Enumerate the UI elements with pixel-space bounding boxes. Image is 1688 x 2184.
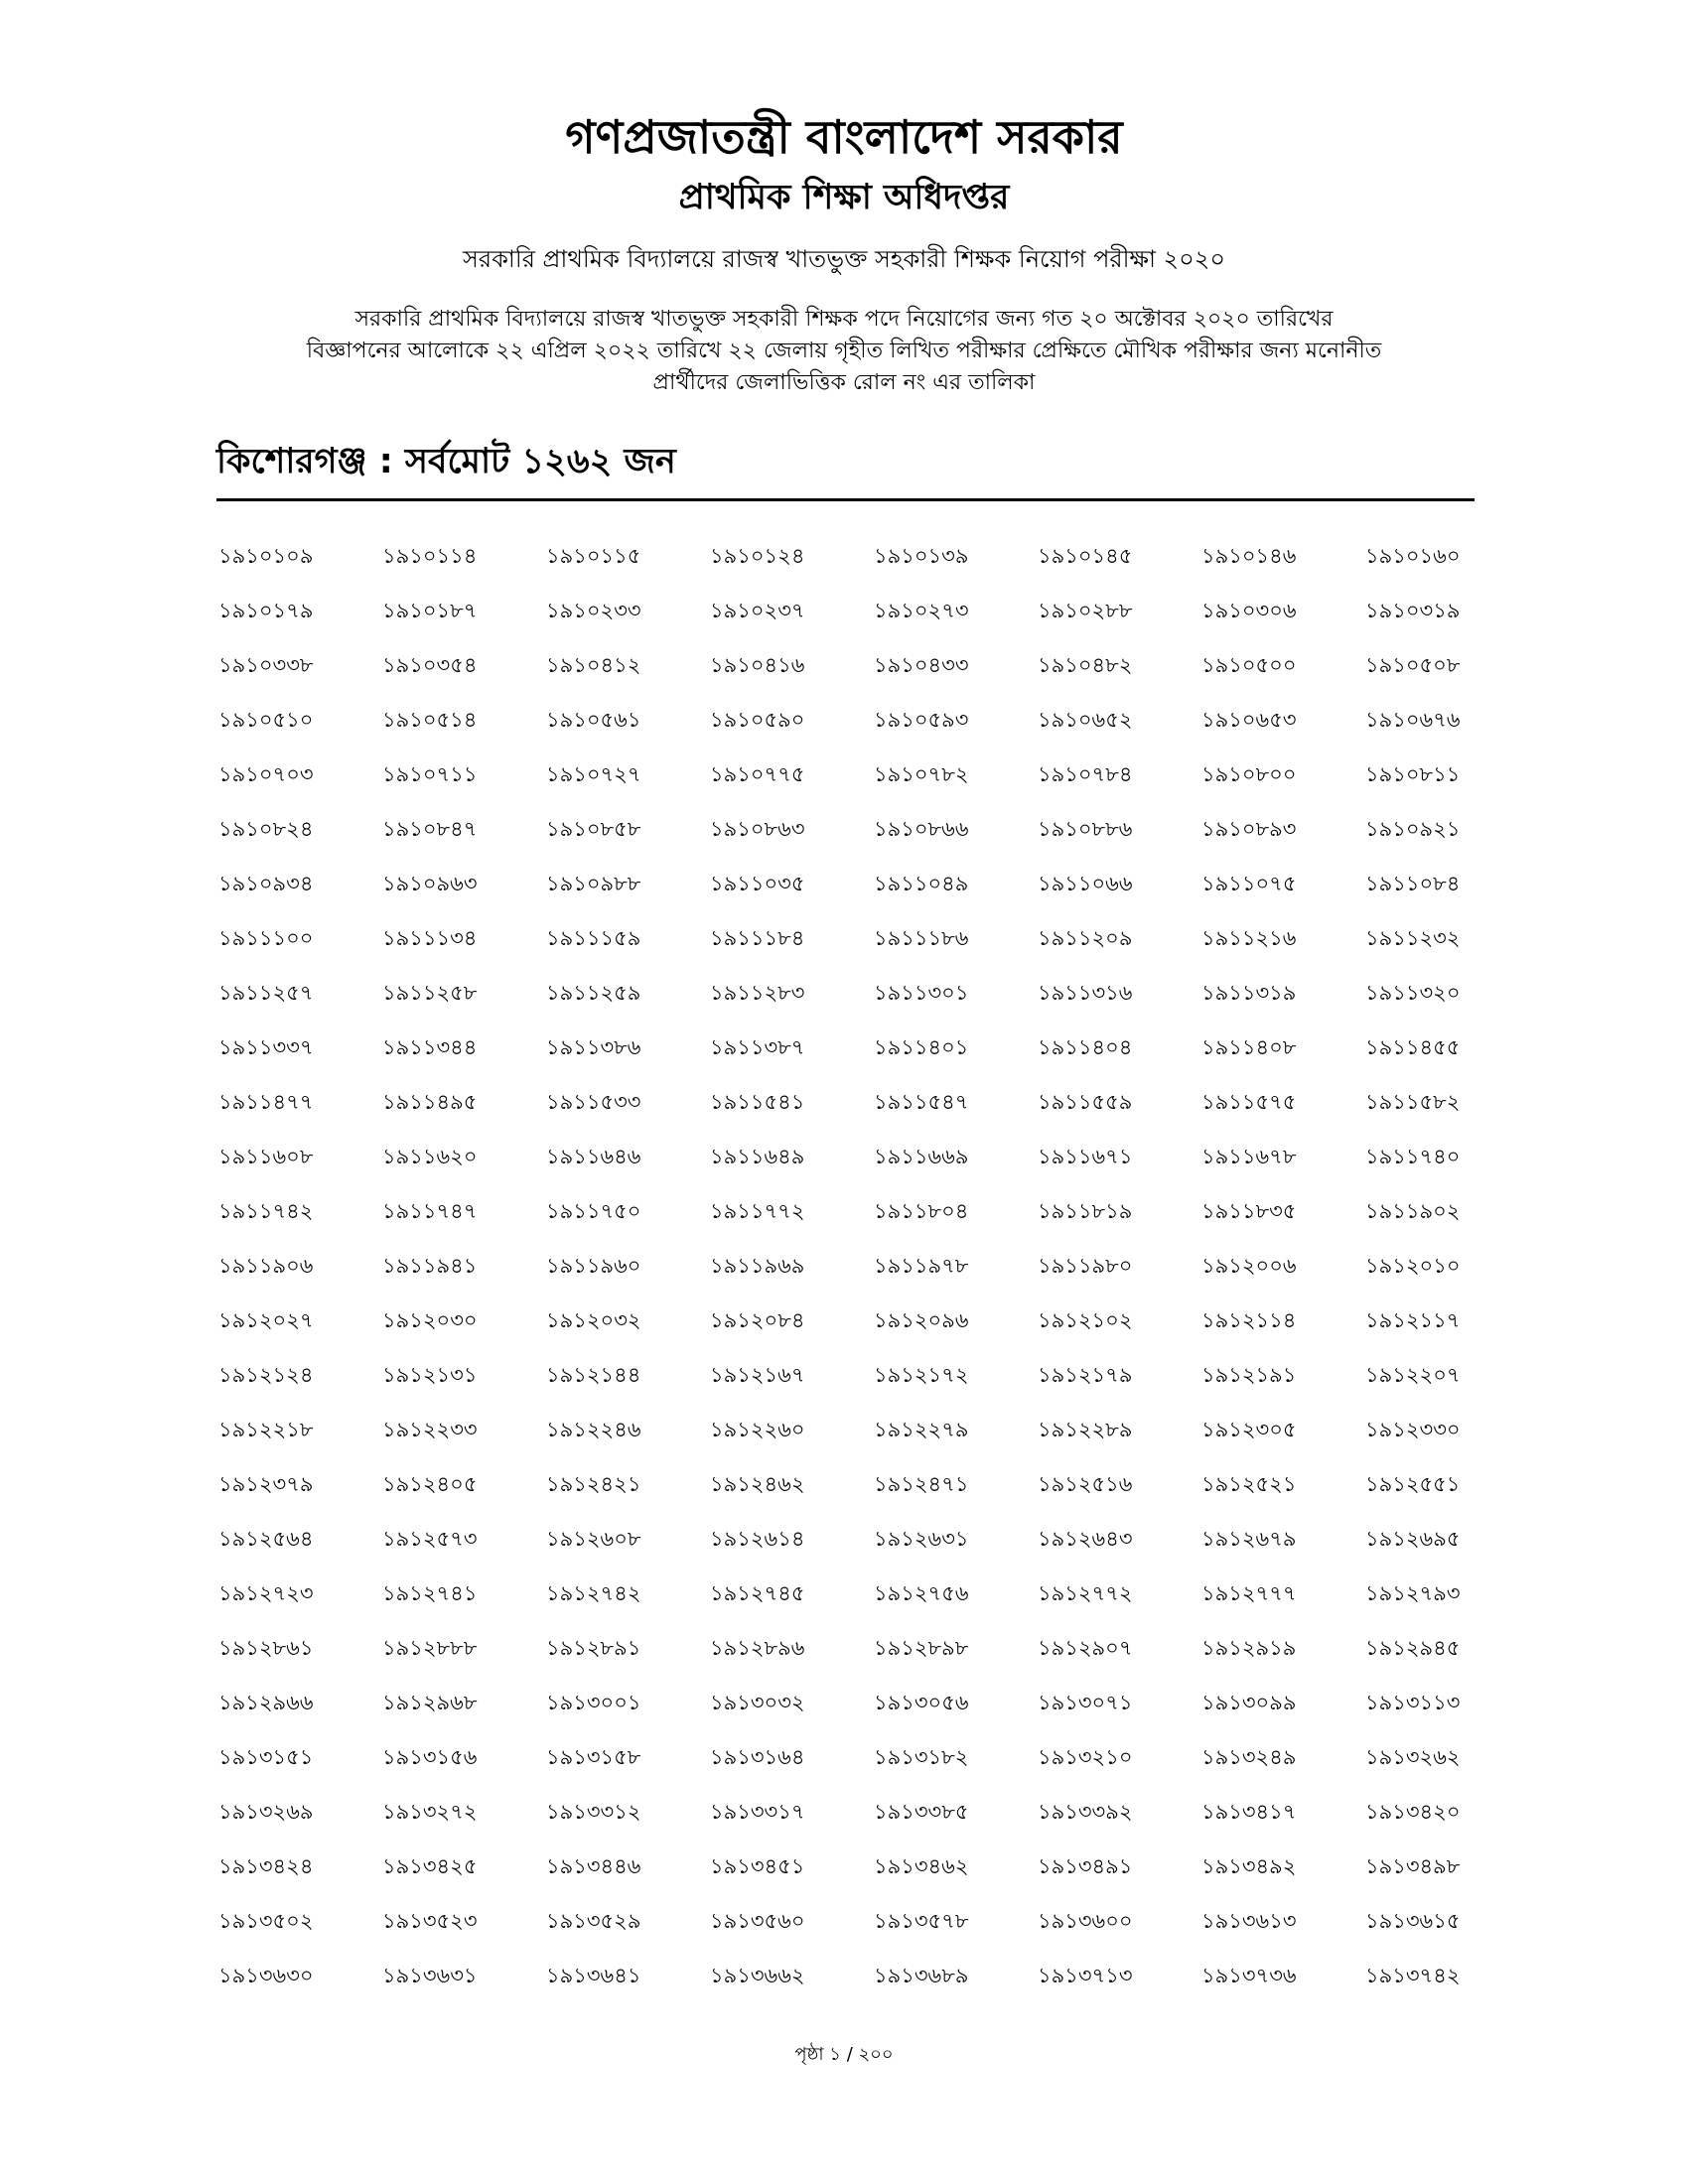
roll-number: ১৯১২৬৯৫ xyxy=(1365,1527,1461,1551)
roll-number: ১৯১২২১৮ xyxy=(218,1418,314,1441)
roll-number: ১৯১২০৩০ xyxy=(382,1308,478,1332)
roll-number: ১৯১০৬৭৬ xyxy=(1365,708,1461,732)
roll-number: ১৯১১৩০১ xyxy=(874,981,969,1005)
roll-number: ১৯১১৫৫৯ xyxy=(1038,1090,1133,1114)
roll-number: ১৯১২০২৭ xyxy=(218,1308,314,1332)
roll-number: ১৯১১৯৬০ xyxy=(546,1254,641,1278)
roll-number: ১৯১২৯৬৮ xyxy=(382,1691,478,1714)
roll-number: ১৯১০৪১২ xyxy=(546,653,641,677)
roll-number: ১৯১৩০৩২ xyxy=(710,1691,805,1714)
roll-number: ১৯১০১৮৭ xyxy=(382,599,478,622)
roll-number: ১৯১১৪০১ xyxy=(874,1035,969,1059)
roll-number: ১৯১১৯৪১ xyxy=(382,1254,478,1278)
notice-line: সরকারি প্রাথমিক বিদ্যালয়ে রাজস্ব খাতভুক্ত সহকারী শিক্ষক পদে নিয়োগের জন্য গত ২০ অক্টোবর ২০২০ তারিখের xyxy=(354,307,1334,332)
roll-number: ১৯১২৭৫৬ xyxy=(874,1581,969,1605)
roll-number: ১৯১০৫০৮ xyxy=(1365,653,1461,677)
roll-number: ১৯১০২৮৮ xyxy=(1038,599,1133,622)
roll-number: ১৯১১৭৫০ xyxy=(546,1199,641,1223)
roll-number: ১৯১৩৫৭৮ xyxy=(874,1909,969,1933)
heading-divider xyxy=(216,498,1475,501)
roll-number: ১৯১১০৬৬ xyxy=(1038,872,1133,895)
roll-number: ১৯১১৪০৪ xyxy=(1038,1035,1133,1059)
roll-number: ১৯১১৬৭৮ xyxy=(1201,1145,1297,1168)
roll-number: ১৯১০৭০৩ xyxy=(218,762,314,786)
roll-number: ১৯১০৩৩৮ xyxy=(218,653,314,677)
roll-number: ১৯১৩৬০০ xyxy=(1038,1909,1133,1933)
roll-number: ১৯১১৬৭১ xyxy=(1038,1145,1133,1168)
roll-number: ১৯১১৮০৪ xyxy=(874,1199,969,1223)
roll-number: ১৯১০৮৬৩ xyxy=(710,817,805,841)
roll-number: ১৯১০৯২১ xyxy=(1365,817,1461,841)
notice-paragraph xyxy=(199,304,1489,399)
roll-number: ১৯১২৮৬১ xyxy=(218,1636,314,1660)
roll-number: ১৯১২১১৪ xyxy=(1201,1308,1297,1332)
roll-number: ১৯১৩২৬২ xyxy=(1365,1745,1461,1769)
roll-number: ১৯১৩৬১৫ xyxy=(1365,1909,1461,1933)
roll-number: ১৯১০৫৬১ xyxy=(546,708,641,732)
roll-number: ১৯১২১২৪ xyxy=(218,1363,314,1387)
roll-number: ১৯১১১০০ xyxy=(218,926,314,950)
roll-number: ১৯১০৫১০ xyxy=(218,708,314,732)
government-title: গণপ্রজাতন্ত্রী বাংলাদেশ সরকার xyxy=(565,110,1123,164)
roll-number: ১৯১০৮০০ xyxy=(1201,762,1297,786)
roll-number: ১৯১১৩১৯ xyxy=(1201,981,1297,1005)
roll-number: ১৯১১৮৩৫ xyxy=(1201,1199,1297,1223)
roll-number: ১৯১৩৩১২ xyxy=(546,1800,641,1824)
roll-number: ১৯১৩৭৪২ xyxy=(1365,1964,1461,1987)
roll-number: ১৯১১৭৭২ xyxy=(710,1199,805,1223)
roll-number: ১৯১১৬৪৬ xyxy=(546,1145,641,1168)
roll-number: ১৯১০১৪৬ xyxy=(1201,544,1297,568)
roll-number: ১৯১০৬৫৩ xyxy=(1201,708,1297,732)
roll-number: ১৯১২০১০ xyxy=(1365,1254,1461,1278)
roll-number: ১৯১২৫৬৪ xyxy=(218,1527,314,1551)
roll-number: ১৯১১২৮৩ xyxy=(710,981,805,1005)
roll-number: ১৯১১৯৬৯ xyxy=(710,1254,805,1278)
roll-number: ১৯১১৫৩৩ xyxy=(546,1090,641,1114)
roll-number: ১৯১২৮৮৮ xyxy=(382,1636,478,1660)
roll-number: ১৯১১৭৪৭ xyxy=(382,1199,478,1223)
roll-number: ১৯১২২৩৩ xyxy=(382,1418,478,1441)
roll-number: ১৯১৩৬৮৯ xyxy=(874,1964,969,1987)
roll-number: ১৯১০৯৬৩ xyxy=(382,872,478,895)
roll-number: ১৯১৩১৫১ xyxy=(218,1745,314,1769)
roll-number: ১৯১০৪৩৩ xyxy=(874,653,969,677)
roll-number: ১৯১২৮৯৬ xyxy=(710,1636,805,1660)
roll-number: ১৯১১৮১৯ xyxy=(1038,1199,1133,1223)
roll-number: ১৯১৩৬৩১ xyxy=(382,1964,478,1987)
roll-number: ১৯১০৭২৭ xyxy=(546,762,641,786)
roll-number: ১৯১৩৪৯৮ xyxy=(1365,1854,1461,1878)
roll-number: ১৯১৩০৫৬ xyxy=(874,1691,969,1714)
roll-number: ১৯১১২০৯ xyxy=(1038,926,1133,950)
roll-number: ১৯১০৮১১ xyxy=(1365,762,1461,786)
roll-number: ১৯১১৩৪৪ xyxy=(382,1035,478,1059)
roll-number: ১৯১১৩৩৭ xyxy=(218,1035,314,1059)
roll-number: ১৯১১৯৮০ xyxy=(1038,1254,1133,1278)
roll-number: ১৯১৩৩১৭ xyxy=(710,1800,805,1824)
roll-number: ১৯১০৮৪৭ xyxy=(382,817,478,841)
roll-number: ১৯১৩৭৩৬ xyxy=(1201,1964,1297,1987)
roll-number: ১৯১২৮৯৮ xyxy=(874,1636,969,1660)
roll-number: ১৯১২২৭৯ xyxy=(874,1418,969,1441)
roll-number: ১৯১২৬৭৯ xyxy=(1201,1527,1297,1551)
roll-number: ১৯১৩১৫৮ xyxy=(546,1745,641,1769)
roll-number: ১৯১১৬০৮ xyxy=(218,1145,314,1168)
roll-number: ১৯১৩৪২০ xyxy=(1365,1800,1461,1824)
roll-number: ১৯১২৪০৫ xyxy=(382,1472,478,1496)
roll-number: ১৯১০৯৩৪ xyxy=(218,872,314,895)
roll-number: ১৯১২৫১৬ xyxy=(1038,1472,1133,1496)
roll-number: ১৯১২৭৭২ xyxy=(1038,1581,1133,1605)
roll-number: ১৯১০৪৮২ xyxy=(1038,653,1133,677)
roll-number: ১৯১১৭৪২ xyxy=(218,1199,314,1223)
roll-number: ১৯১০১৩৯ xyxy=(874,544,969,568)
roll-number: ১৯১৩১৫৬ xyxy=(382,1745,478,1769)
notice-line: বিজ্ঞাপনের আলোকে ২২ এপ্রিল ২০২২ তারিখে ২২ জেলায় গৃহীত লিখিত পরীক্ষার প্রেক্ষিতে মৌখিক পরীক্ষার জন্য মনোনীত xyxy=(306,339,1382,363)
roll-number: ১৯১৩৫০২ xyxy=(218,1909,314,1933)
roll-number: ১৯১২৭৪১ xyxy=(382,1581,478,1605)
roll-number: ১৯১২৮৯১ xyxy=(546,1636,641,1660)
roll-number: ১৯১৩০৭১ xyxy=(1038,1691,1133,1714)
roll-number: ১৯১১২৫৯ xyxy=(546,981,641,1005)
roll-number: ১৯১৩২৬৯ xyxy=(218,1800,314,1824)
roll-number: ১৯১২৫২১ xyxy=(1201,1472,1297,1496)
roll-number: ১৯১২২৬০ xyxy=(710,1418,805,1441)
roll-number: ১৯১০৩০৬ xyxy=(1201,599,1297,622)
roll-number: ১৯১৩৪৪৬ xyxy=(546,1854,641,1878)
roll-number: ১৯১২১৬৭ xyxy=(710,1363,805,1387)
roll-number: ১৯১৩৩৯২ xyxy=(1038,1800,1133,1824)
roll-number: ১৯১২৭৪২ xyxy=(546,1581,641,1605)
roll-number: ১৯১১৪৫৫ xyxy=(1365,1035,1461,1059)
roll-number: ১৯১২৯০৭ xyxy=(1038,1636,1133,1660)
roll-number: ১৯১২০০৬ xyxy=(1201,1254,1297,1278)
roll-number: ১৯১৩০৯৯ xyxy=(1201,1691,1297,1714)
roll-number: ১৯১৩৩৮৫ xyxy=(874,1800,969,1824)
roll-number: ১৯১২৭৯৩ xyxy=(1365,1581,1461,1605)
roll-number: ১৯১৩২৪৯ xyxy=(1201,1745,1297,1769)
roll-number: ১৯১২০৮৪ xyxy=(710,1308,805,1332)
roll-number: ১৯১২১৯১ xyxy=(1201,1363,1297,1387)
roll-number: ১৯১০২৩৩ xyxy=(546,599,641,622)
roll-number: ১৯১১৩১৬ xyxy=(1038,981,1133,1005)
roll-number: ১৯১৩৬১৩ xyxy=(1201,1909,1297,1933)
roll-number: ১৯১২৬০৮ xyxy=(546,1527,641,1551)
roll-number: ১৯১১২১৬ xyxy=(1201,926,1297,950)
roll-number: ১৯১০৮৬৬ xyxy=(874,817,969,841)
roll-number: ১৯১১৫৮২ xyxy=(1365,1090,1461,1114)
roll-number: ১৯১৩৬৬২ xyxy=(710,1964,805,1987)
page-number: পৃষ্ঠা ১ / ২০০ xyxy=(794,2044,894,2065)
roll-number: ১৯১১৫৭৫ xyxy=(1201,1090,1297,1114)
roll-number: ১৯১২৯৬৬ xyxy=(218,1691,314,1714)
roll-number: ১৯১১৫৪১ xyxy=(710,1090,805,1114)
roll-number: ১৯১০১১৫ xyxy=(546,544,641,568)
roll-number: ১৯১৩৭১৩ xyxy=(1038,1964,1133,1987)
roll-number: ১৯১০৬৫২ xyxy=(1038,708,1133,732)
roll-number: ১৯১৩১৮২ xyxy=(874,1745,969,1769)
roll-number: ১৯১২০৯৬ xyxy=(874,1308,969,1332)
roll-number: ১৯১০১০৯ xyxy=(218,544,314,568)
roll-number: ১৯১১১৮৬ xyxy=(874,926,969,950)
roll-number: ১৯১২১১৭ xyxy=(1365,1308,1461,1332)
roll-number: ১৯১০৭১১ xyxy=(382,762,478,786)
roll-number: ১৯১২১৭৯ xyxy=(1038,1363,1133,1387)
exam-title: সরকারি প্রাথমিক বিদ্যালয়ে রাজস্ব খাতভুক্ত সহকারী শিক্ষক নিয়োগ পরীক্ষা ২০২০ xyxy=(463,245,1225,273)
roll-number: ১৯১৩০০১ xyxy=(546,1691,641,1714)
roll-number: ১৯১২১৭২ xyxy=(874,1363,969,1387)
roll-number: ১৯১৩৬৩০ xyxy=(218,1964,314,1987)
roll-number: ১৯১২৪২১ xyxy=(546,1472,641,1496)
roll-number: ১৯১১৯০৬ xyxy=(218,1254,314,1278)
roll-number: ১৯১৩৪২৪ xyxy=(218,1854,314,1878)
roll-number: ১৯১৩১৬৪ xyxy=(710,1745,805,1769)
roll-number: ১৯১১১৫৯ xyxy=(546,926,641,950)
roll-number: ১৯১১০৪৯ xyxy=(874,872,969,895)
roll-number: ১৯১০৭৮৪ xyxy=(1038,762,1133,786)
roll-number: ১৯১৩৫২৯ xyxy=(546,1909,641,1933)
roll-number: ১৯১১২৩২ xyxy=(1365,926,1461,950)
roll-number: ১৯১১০৮৪ xyxy=(1365,872,1461,895)
roll-number: ১৯১৩২৭২ xyxy=(382,1800,478,1824)
roll-number: ১৯১১৯০২ xyxy=(1365,1199,1461,1223)
roll-number: ১৯১২৫৫১ xyxy=(1365,1472,1461,1496)
roll-number: ১৯১১২৫৭ xyxy=(218,981,314,1005)
roll-number: ১৯১০৭৮২ xyxy=(874,762,969,786)
roll-number: ১৯১০২৭৩ xyxy=(874,599,969,622)
roll-number: ১৯১০৫০০ xyxy=(1201,653,1297,677)
roll-number: ১৯১২৩৩০ xyxy=(1365,1418,1461,1441)
roll-number: ১৯১২১৩১ xyxy=(382,1363,478,1387)
roll-number: ১৯১০৫১৪ xyxy=(382,708,478,732)
roll-number: ১৯১১৩৮৭ xyxy=(710,1035,805,1059)
roll-number: ১৯১২৩০৫ xyxy=(1201,1418,1297,1441)
roll-number: ১৯১২৫৭৩ xyxy=(382,1527,478,1551)
roll-number: ১৯১১০৩৫ xyxy=(710,872,805,895)
roll-number: ১৯১৩৪৬২ xyxy=(874,1854,969,1878)
roll-number: ১৯১২৬১৪ xyxy=(710,1527,805,1551)
roll-number: ১৯১০৩৫৪ xyxy=(382,653,478,677)
roll-number: ১৯১৩৪৯২ xyxy=(1201,1854,1297,1878)
roll-number: ১৯১০৫৯০ xyxy=(710,708,805,732)
roll-number: ১৯১২২৮৯ xyxy=(1038,1418,1133,1441)
roll-number: ১৯১১১৩৪ xyxy=(382,926,478,950)
document-header xyxy=(0,107,1688,399)
roll-number: ১৯১১৩৮৬ xyxy=(546,1035,641,1059)
roll-number: ১৯১৩৬৪১ xyxy=(546,1964,641,1987)
roll-number: ১৯১২৩৭৯ xyxy=(218,1472,314,1496)
roll-number: ১৯১২৬৩১ xyxy=(874,1527,969,1551)
roll-number: ১৯১২২৪৬ xyxy=(546,1418,641,1441)
roll-number: ১৯১০৭৭৫ xyxy=(710,762,805,786)
district-heading: কিশোরগঞ্জ : সর্বমোট ১২৬২ জন xyxy=(216,442,676,481)
roll-number: ১৯১২০৩২ xyxy=(546,1308,641,1332)
roll-number: ১৯১০৮৮৬ xyxy=(1038,817,1133,841)
roll-number: ১৯১১৪৭৭ xyxy=(218,1090,314,1114)
roll-number: ১৯১০৮২৪ xyxy=(218,817,314,841)
roll-number: ১৯১১৪০৮ xyxy=(1201,1035,1297,1059)
roll-number: ১৯১০৮৯৩ xyxy=(1201,817,1297,841)
roll-number: ১৯১২৭৭৭ xyxy=(1201,1581,1297,1605)
roll-number: ১৯১০১৬০ xyxy=(1365,544,1461,568)
notice-line: প্রার্থীদের জেলাভিত্তিক রোল নং এর তালিকা xyxy=(652,370,1036,395)
roll-number: ১৯১২৯৪৫ xyxy=(1365,1636,1461,1660)
roll-number: ১৯১২৪৬২ xyxy=(710,1472,805,1496)
roll-number: ১৯১০৯৮৮ xyxy=(546,872,641,895)
roll-number: ১৯১১৬২০ xyxy=(382,1145,478,1168)
roll-number: ১৯১১৪৯৫ xyxy=(382,1090,478,1114)
roll-number: ১৯১৩৫২৩ xyxy=(382,1909,478,1933)
roll-number: ১৯১৩১১৩ xyxy=(1365,1691,1461,1714)
roll-number: ১৯১১৫৪৭ xyxy=(874,1090,969,1114)
roll-number: ১৯১১১৮৪ xyxy=(710,926,805,950)
directorate-title: প্রাথমিক শিক্ষা অধিদপ্তর xyxy=(678,177,1010,217)
roll-number: ১৯১৩৫৬০ xyxy=(710,1909,805,1933)
roll-number: ১৯১২৭২৩ xyxy=(218,1581,314,1605)
roll-number: ১৯১২২০৭ xyxy=(1365,1363,1461,1387)
roll-number: ১৯১১০৭৫ xyxy=(1201,872,1297,895)
roll-number: ১৯১০৮৫৮ xyxy=(546,817,641,841)
roll-number: ১৯১০৩১৯ xyxy=(1365,599,1461,622)
roll-number: ১৯১২৯১৯ xyxy=(1201,1636,1297,1660)
roll-number: ১৯১৩৪১৭ xyxy=(1201,1800,1297,1824)
roll-number: ১৯১১২৫৮ xyxy=(382,981,478,1005)
roll-number: ১৯১২৪৭১ xyxy=(874,1472,969,1496)
roll-number: ১৯১২৬৪৩ xyxy=(1038,1527,1133,1551)
roll-number: ১৯১০১৭৯ xyxy=(218,599,314,622)
roll-number: ১৯১৩৪৫১ xyxy=(710,1854,805,1878)
roll-number: ১৯১৩৪২৫ xyxy=(382,1854,478,1878)
roll-number: ১৯১১৩২০ xyxy=(1365,981,1461,1005)
roll-number-grid xyxy=(218,536,1479,2010)
roll-number: ১৯১০১২৪ xyxy=(710,544,805,568)
roll-number: ১৯১০৫৯৩ xyxy=(874,708,969,732)
roll-number: ১৯১২১০২ xyxy=(1038,1308,1133,1332)
roll-number: ১৯১৩২১০ xyxy=(1038,1745,1133,1769)
roll-number: ১৯১৩৪৯১ xyxy=(1038,1854,1133,1878)
roll-number: ১৯১২১৪৪ xyxy=(546,1363,641,1387)
roll-number: ১৯১২৭৪৫ xyxy=(710,1581,805,1605)
roll-number: ১৯১১৯৭৮ xyxy=(874,1254,969,1278)
roll-number: ১৯১১৭৪০ xyxy=(1365,1145,1461,1168)
roll-number: ১৯১০৪১৬ xyxy=(710,653,805,677)
roll-number: ১৯১০২৩৭ xyxy=(710,599,805,622)
roll-number: ১৯১১৬৪৯ xyxy=(710,1145,805,1168)
roll-number: ১৯১০১৪৫ xyxy=(1038,544,1133,568)
roll-number: ১৯১০১১৪ xyxy=(382,544,478,568)
roll-number: ১৯১১৬৬৯ xyxy=(874,1145,969,1168)
